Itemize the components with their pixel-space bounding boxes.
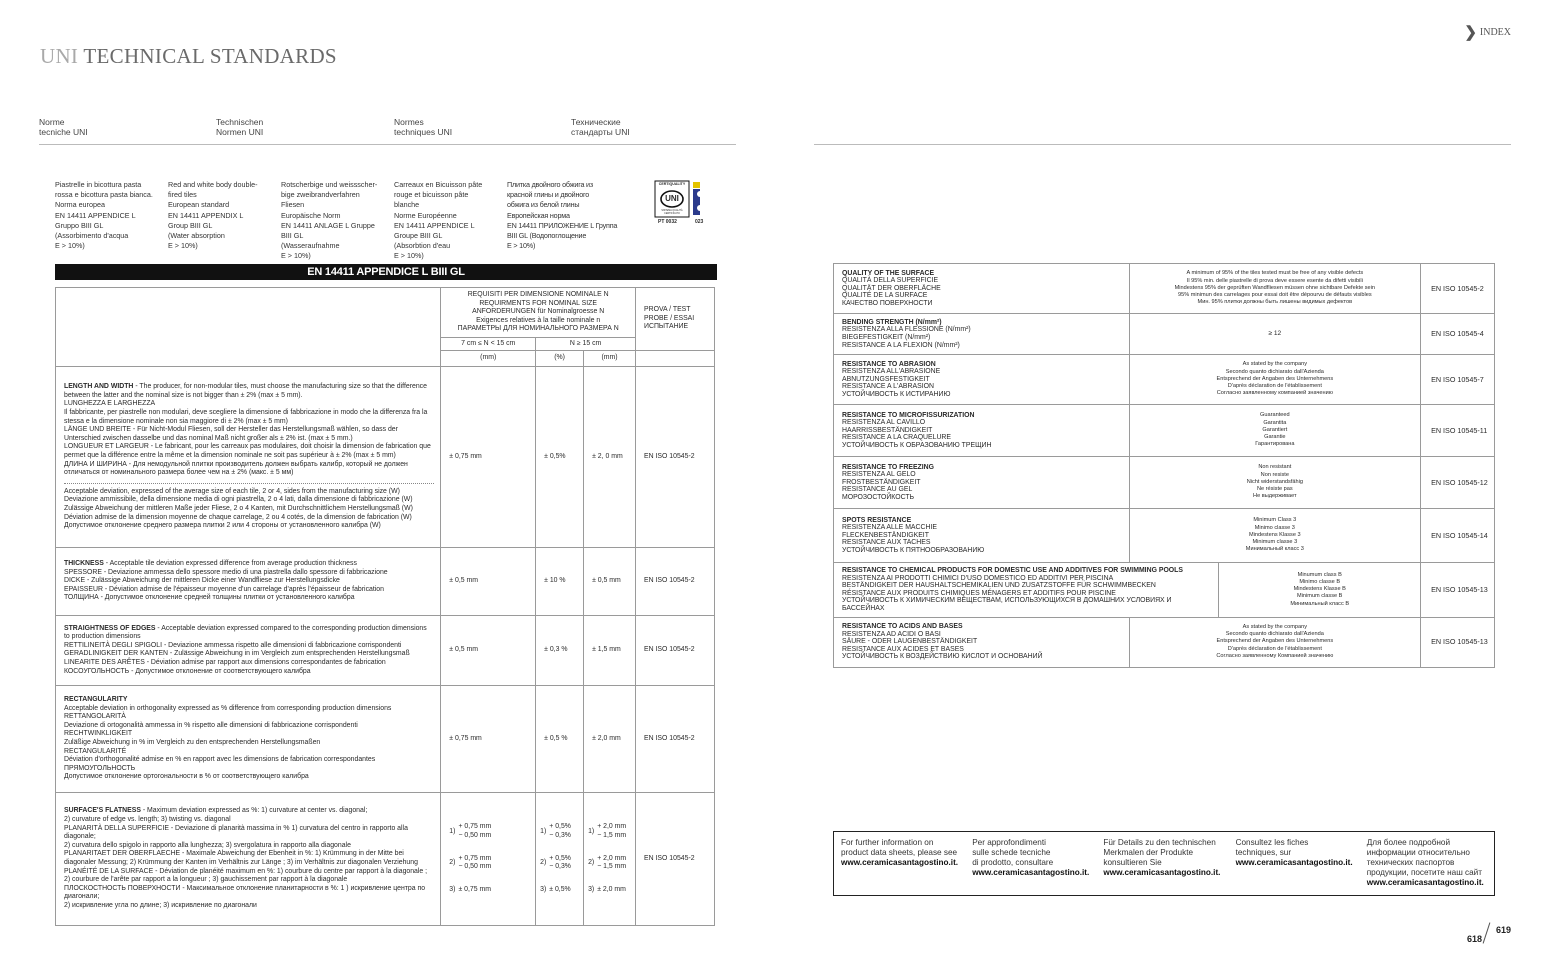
property-title: BENDING STRENGTH (N/mm²) [842,318,942,326]
property-title: SPOTS RESISTANCE [842,516,912,524]
minus-value: − 0,50 mm [458,863,492,871]
test-standard: EN ISO 10545-4 [1421,314,1495,355]
row-title: SURFACE'S FLATNESS [64,807,141,815]
index-label: INDEX [1479,27,1511,38]
plus-value: + 2,0 mm [597,854,627,862]
title-uni: UNI [40,44,79,68]
info-text: Per approfondimenti sulle schede tecniche di prodotto, consultare [972,838,1054,867]
property-label [834,314,1130,355]
item-number: 1) [449,827,456,835]
property-translations: QUALITÀ DELLA SUPERFICIE QUALITÄT DER OBERFLÄCHE QUALITÉ DE LA SURFACE КАЧЕСТВО ПОВЕРХНОСТИ [842,277,941,307]
table-row [834,405,1495,457]
info-de [1103,838,1235,895]
unit-percent: (%) [536,350,584,366]
norme-it [39,117,209,137]
plus-value: + 0,5% [549,823,571,831]
rectangularity-text [56,685,441,792]
info-text: Consultez les fiches techniques, sur [1235,838,1309,857]
norme-line: Normen UNI [216,127,264,137]
logo-code: PT 0032 [658,219,677,225]
info-en [841,838,972,895]
item-number: 1) [588,827,595,835]
plus-value: + 2,0 mm [597,823,627,831]
value-percent: ± 0,5% [536,366,584,547]
test-standard: EN ISO 10545-7 [1421,355,1495,405]
norme-line: tecniche UNI [39,127,88,137]
property-value: Minumum class B Minimo classe B Mindestens Klasse B Minimum classe B Минимальный класс B [1219,563,1421,618]
title-main: TECHNICAL STANDARDS [83,44,337,68]
table-row-straightness [56,615,715,685]
desc-de: Rotscherbige und weissscher- bige zweibrandverfahren Fliesen Europäische Norm EN 14411 ANLAGE L Gruppe BIII GL (Wasseraufnahme E > 10%) [281,180,378,261]
empty-header-cell [56,288,441,367]
property-title: RESISTANCE TO MICROFISSURIZATION [842,411,975,419]
table-row [834,617,1495,667]
row-description: - Acceptable tile deviation expressed difference from average production thickness SPESSORE - Deviazione ammessa dello spessore medio di una piastrella dallo spessore di fabbricazione DICKE - Zulässige Abweichung der mittleren Dicke einer Wandfliese zur Herstellungsdicke EPAISSEUR - Déviation admise de l'épaisseur moyenne d'un carrelage d'après l'épaisseur de fabrication ТОЛЩИНА - Допустимое отклонение средней толщины плитки от установленного калибра [64,559,388,602]
info-fr [1236,838,1367,895]
property-label [834,355,1130,405]
standard-bar-title: EN 14411 APPENDICE L BIII GL [55,264,717,280]
item-number: 2) [449,858,456,866]
page-title [40,44,337,69]
plusminus-value: ± 2,0 mm [597,885,626,893]
test-standard: EN ISO 10545-2 [636,615,715,685]
flatness-values-small [441,792,536,925]
table-row [834,563,1495,618]
property-value: Minimum Class 3 Minimo classe 3 Mindestens Klasse 3 Minimum classe 3 Минимальный класс 3 [1129,509,1420,563]
plusminus-value: ± 0,75 mm [458,885,491,893]
norme-en [216,117,386,137]
minus-value: − 0,50 mm [458,832,492,840]
desc-it: Piastrelle in bicottura pasta rossa e bicottura pasta bianca. Norma europea EN 14411 APPENDICE L Gruppo BIII GL (Assorbimento d'acqua E > 10%) [55,180,153,251]
table-row [834,264,1495,314]
thickness-text [56,547,441,615]
unit-mm: (mm) [584,350,636,366]
test-standard: EN ISO 10545-2 [636,685,715,792]
website-link[interactable]: www.ceramicasantagostino.it. [1235,858,1353,867]
value-small: ± 0,75 mm [441,685,536,792]
value-small: ± 0,5 mm [441,615,536,685]
index-link[interactable] [1464,24,1511,41]
item-number: 2) [588,858,595,866]
divider-left [39,144,736,145]
test-header: PROVA / TEST PROBE / ESSAI ИСПЫТАНИЕ [636,288,715,351]
property-title: QUALITY OF THE SURFACE [842,269,935,277]
minus-value: − 0,3% [549,863,571,871]
norme-line: Technischen [216,117,264,127]
item-number: 3) [540,885,547,893]
norme-line: Normes [394,117,424,127]
logo-code: 023 [695,219,704,225]
unit-mm: (mm) [441,350,536,366]
property-value: ≥ 12 [1129,314,1420,355]
property-label [834,457,1130,509]
property-title: RESISTANCE TO CHEMICAL PRODUCTS FOR DOMESTIC USE AND ADDITIVES FOR SWIMMING POOLS [842,567,1183,574]
property-translations: RESISTENZA ALL'ABRASIONE ABNUTZUNGSFESTIGKEIT RESISTANCE A L'ABRASION УСТОЙЧИВОСТЬ К ИСТИРАНИЮ [842,368,951,398]
info-ru [1367,838,1486,895]
quality-properties-table [833,263,1495,668]
table-row-thickness [56,547,715,615]
minus-value: − 0,3% [549,832,571,840]
straightness-text [56,615,441,685]
test-standard: EN ISO 10545-2 [636,792,715,925]
flatness-values-percent [536,792,584,925]
property-title: RESISTANCE TO ACIDS AND BASES [842,623,963,631]
property-label [834,264,1130,314]
value-small: ± 0,75 mm [441,366,536,547]
table-row [834,509,1495,563]
table-row-length-width [56,366,715,547]
norme-line: Norme [39,117,65,127]
row-description: - The producer, for non-modular tiles, must choose the manufacturing size so that the difference between the latter and the nominal size is not bigger than ± 2% (max ± 5 mm). LUNGHEZZA E LARGHEZZA Il fabbricante, per piastrelle non modulari, deve scegliere la dimensione di fabbricazione in modo che la differenza fra la stessa e la dimensione nominale non sia maggiore di ± 2% (max ± 5 mm) LÄNGE UND BREITE - Für Nicht-Modul Fliesen, soll der Hersteller das Herstellungsmaß wählen, so dass der Unterschied zwischen dasselbe und das nominal Maß nicht großer als ± 2% ist. (max ± 5 mm.) LONGUEUR ET LARGEUR - Le fabricant, pour les carreaux pas modulaires, doit choisir la dimension de fabrication que permet que la différence entre la même et la dimension nominale ne soit pas supérieur à ± 2% (max ± 5 mm) ДЛИНА И ШИРИНА - Для немодульной плитки производитель должен выбрать калибр, который не должен отличаться от номинального размера более чем на ± 2% (макс. ± 5 мм) [64,383,431,477]
desc-ru: Плитка двойного обжига из красной глины и двойного обжига из белой глины Европейская норма EN 14411 ПРИЛОЖЕНИЕ L Группа BIII GL (Водопоглощение E > 10%) [507,180,618,251]
property-translations: RESISTENZA AL CAVILLO HAARRISSBESTÄNDIGKEIT RESISTANCE A LA CRAQUELURE УСТОЙЧИВОСТЬ К ОБРАЗОВАНИЮ ТРЕЩИН [842,419,992,449]
property-title: RESISTANCE TO FREEZING [842,463,935,471]
info-it [972,838,1103,895]
property-value: As stated by the company Secondo quanto dichiarato dall'Azienda Entsprechend der Angaben des Unternehmens D'après déclaration de l'établissement Согласно заявленному Компанией значению [1129,617,1420,667]
plus-value: + 0,75 mm [458,823,492,831]
value-small: ± 0,5 mm [441,547,536,615]
test-standard: EN ISO 10545-14 [1421,509,1495,563]
table-row [834,355,1495,405]
test-standard: EN ISO 10545-11 [1421,405,1495,457]
table-row [834,457,1495,509]
range-small: 7 cm ≤ N < 15 cm [441,337,536,350]
property-translations: RESISTENZA ALLA FLESSIONE (N/mm²) BIEGEFESTIGKEIT (N/mm²) RESISTANCE A LA FLEXION (N/mm²) [842,326,971,349]
divider-right [814,144,1511,145]
certiquality-logo [654,180,712,226]
flatness-values-large [584,792,636,925]
property-label [834,617,1130,667]
value-large: ± 2,0 mm [584,685,636,792]
length-width-text [56,366,441,547]
desc-fr: Carreaux en Bicuisson pâte rouge et bicuisson pâte blanche Norme Européenne EN 14411 APPENDICE L Groupe BIII GL (Absorbtion d'eau E > 10%) [394,180,483,261]
norme-ru [571,117,741,137]
test-standard: EN ISO 10545-13 [1421,563,1495,618]
property-translations: RESISTENZA AD ACIDI O BASI SÄURE - ODER LAUGENBESTÄNDIGKEIT RESISTANCE AUX ACIDES ET BASES УСТОЙЧИВОСТЬ К ВОЗДЕЙСТВИЮ КИСЛОТ И ОСНОВАНИЙ [842,630,1043,661]
page-number-left: 618 [1467,934,1483,944]
logo-center-text: UNI [665,194,679,203]
table-row-flatness [56,792,715,925]
website-link[interactable]: www.ceramicasantagostino.it. [841,858,959,867]
test-standard: EN ISO 10545-2 [636,547,715,615]
table-row [834,314,1495,355]
minus-value: − 1,5 mm [597,832,627,840]
item-number: 3) [449,885,456,893]
property-translations: RESISTENZA ALLE MACCHIE FLECKENBESTÄNDIGKEIT RESISTANCE AUX TACHES УСТОЙЧИВОСТЬ К ПЯТНООБРАЗОВАНИЮ [842,524,985,554]
info-text: Für Details zu den technischen Merkmalen der Produkte konsultieren Sie [1103,838,1216,867]
value-percent: ± 0,3 % [536,615,584,685]
info-text: Для более подробной информации относительно технических паспортов продукции, посетите наш сайт [1366,838,1483,877]
row-title: RECTANGULARITY [64,696,128,703]
item-number: 3) [588,885,595,893]
dotted-divider [64,483,434,484]
row-extra-description: Acceptable deviation, expressed of the average size of each tile, 2 or 4, sides from the manufacturing size (W) Deviazione ammissibile, della dimensione media di ogni piastrella, 2 o 4 lati, dalla dimensione di fabbricazione (W) Zulässige Abweichung der mittleren Maße jeder Fliese, 2 o 4 Kanten, mit Durchschnittlichem Herstellungsmaß (W) Déviation admise de la dimension moyenne de chaque carrelage, 2 ou 4 cotés, de la dimension de fabrication (W) Допустимое отклонение среднего размера плитки 2 или 4 стороны от установленного калибра (W) [64,487,413,530]
item-number: 2) [540,858,547,866]
test-standard: EN ISO 10545-2 [1421,264,1495,314]
value-large: ± 0,5 mm [584,547,636,615]
range-large: N ≥ 15 cm [536,337,636,350]
norme-line: techniques UNI [394,127,453,137]
property-translations: RESISTENZA AL GELO FROSTBESTÄNDIGKEIT RESISTANCE AU GEL МОРОЗОСТОЙКОСТЬ [842,471,921,501]
norme-line: Технические [571,117,621,127]
minus-value: − 1,5 mm [597,863,627,871]
property-value: Non resistant Non resiste Nicht widerstandsfähig Ne résiste pas Не выдерживает [1129,457,1420,509]
table-header-row [56,288,715,338]
plus-value: + 0,75 mm [458,854,492,862]
property-label [834,563,1219,618]
desc-en: Red and white body double- fired tiles European standard EN 14411 APPENDIX L Group BIII GL (Water absorption E > 10%) [168,180,258,251]
row-title: LENGTH AND WIDTH [64,383,134,391]
value-large: ± 1,5 mm [584,615,636,685]
website-link[interactable]: www.ceramicasantagostino.it. [1103,868,1221,877]
requirements-header: REQUISITI PER DIMENSIONE NOMINALE N REQUIRMENTS FOR NOMINAL SIZE ANFORDERUNGEN für Nominalgroesse N Exigences relatives à la taille nominale n ПАРАМЕТРЫ ДЛЯ НОМИНАЛЬНОГО РАЗМЕРА N [441,288,636,338]
plus-value: + 0,5% [549,854,571,862]
property-label [834,405,1130,457]
item-number: 1) [540,827,547,835]
flatness-text [56,792,441,925]
value-percent: ± 10 % [536,547,584,615]
property-label [834,509,1130,563]
dimensional-requirements-table [55,287,715,926]
property-title: RESISTANCE TO ABRASION [842,360,936,368]
property-value: A minimum of 95% of the tiles tested must be free of any visible defects Il 95% min. delle piastrelle di prova deve essere esente da difetti visibili Mindestens 95% der geprüften Wandfliesen müssen ohne sichtbare Defekte sein 95% minimun des carrelages pour essai doit être dépourvu de défauts visibles Мин. 95% плитки должны быть лишены видимых дефектов [1129,264,1420,314]
website-link[interactable]: www.ceramicasantagostino.it. [1366,878,1484,887]
property-value: As stated by the company Secondo quanto dichiarato dall'Azienda Entsprechend der Angaben des Unternehmens D'après déclaration de l'établissement Согласно заявленному компанией значению [1129,355,1420,405]
test-standard: EN ISO 10545-2 [636,366,715,547]
website-link[interactable]: www.ceramicasantagostino.it. [972,868,1090,877]
norme-line: стандарты UNI [571,127,630,137]
norme-fr [394,117,564,137]
table-row-rectangularity [56,685,715,792]
test-standard: EN ISO 10545-12 [1421,457,1495,509]
further-info-box [833,831,1495,896]
test-standard: EN ISO 10545-13 [1421,617,1495,667]
row-description: Acceptable deviation in orthogonality expressed as % difference from corresponding production dimensions RETTANGOLARITÀ Deviazione di ortogonalità ammessa in % rispetto alle dimensioni di fabbricazione corrispondenti RECHTWINKLIGKEIT Zuläßige Abweichung in % im Vergleich zu den entsprechenden Herstellungsmaßen RECTANGULARITÉ Déviation d'orthogonalité admise en % en rapport avec les dimensions de fabrication correspondantes ПРЯМОУГОЛЬНОСТЬ Допустимое отклонение ортогональности в % от соответствующего калибра [64,704,392,781]
index-arrow-icon: ❯ [1464,24,1477,41]
row-title: STRAIGHTNESS OF EDGES [64,624,156,632]
logo-sub-text: SISTEMA QUALITÀ CERTIFICATO [661,209,683,215]
value-percent: ± 0,5 % [536,685,584,792]
logo-top-text: CERTIQUALITY [658,182,686,186]
page-number-right: 619 [1496,925,1512,935]
property-translations: RESISTENZA AI PRODOTTI CHIMICI D'USO DOMESTICO ED ADDITIVI PER PISCINA BESTÄNDIGKEIT DER HAUSHALTSCHEMIKALIEN UND ZUSATZSTOFFE FÜR SCHWIMMBECKEN RÉSISTANCE AUX PRODUITS CHIMIQUES MÉNAGERS ET ADDITIFS POUR PISCINE УСТОЙЧИВОСТЬ К ХИМИЧЕСКИМ ВЕЩЕСТВАМ, ИСПОЛЬЗУЮЩИХСЯ В ДОМАШНИХ УСЛОВИЯХ И БАССЕЙНАХ [842,574,1172,612]
info-text: For further information on product data sheets, please see [841,838,958,857]
empty-cell [636,350,715,366]
row-description: - Acceptable deviation expressed compared to the corresponding production dimensions to production dimensions RETTILINEITÀ DEGLI SPIGOLI - Deviazione ammessa rispetto alle dimensioni di fabbricazione corrispondenti GERADLINIGKEIT DER KANTEN - Zulässige Abweichung in im Vergleich zum entsprechenden Herstellungsmaß LINEARITE DES ARÊTES - Déviation admise par rapport aux dimensions correspondantes de fabrication КОСОУГОЛЬНОСТЬ - Допустимое отклонение от соответствующего калибра [64,624,427,675]
property-value: Guaranteed Garantita Garantiert Garantie Гарантирована [1129,405,1420,457]
value-large: ± 2, 0 mm [584,366,636,547]
row-title: THICKNESS [64,559,104,567]
row-description: - Maximum deviation expressed as %: 1) curvature at center vs. diagonal; 2) curvature of edge vs. length; 3) twisting vs. diagonal PLANARITÀ DELLA SUPERFICIE - Deviazione di planarità massima in % 1) curvatura del centro in rapporto alla diagonale; 2) curvatura dello spigolo in rapporto alla lunghezza; 3) svergolatura in rapporto alla diagonale PLANARITAET DER OBERFLAECHE - Maximale Abweichung der Ebenheit in %: 1) Krümmung in der Mitte bei diagonaler Messung; 2) Krümmung der Kanten im Verhältnis zur Länge ; 3) im Verhältnis zur diagonalen Verziehung PLANÉITÉ DE LA SURFACE - Déviation de planéité maximum en %: 1) courbure du centre par rapport à la diagonale ; 2) courbure de l'arête par rapport a la longueur ; 3) gauchissement par rapport à la diagonale ПЛОСКОСТНОСТЬ ПОВЕРХНОСТИ - Максимальное отклонение планитарности в %: 1 ) искривление центра по диагонали; 2) искривление угла по длине; 3) искривление по диагонали [64,807,428,909]
page-separator [1483,922,1491,943]
plusminus-value: ± 0,5% [549,885,571,893]
